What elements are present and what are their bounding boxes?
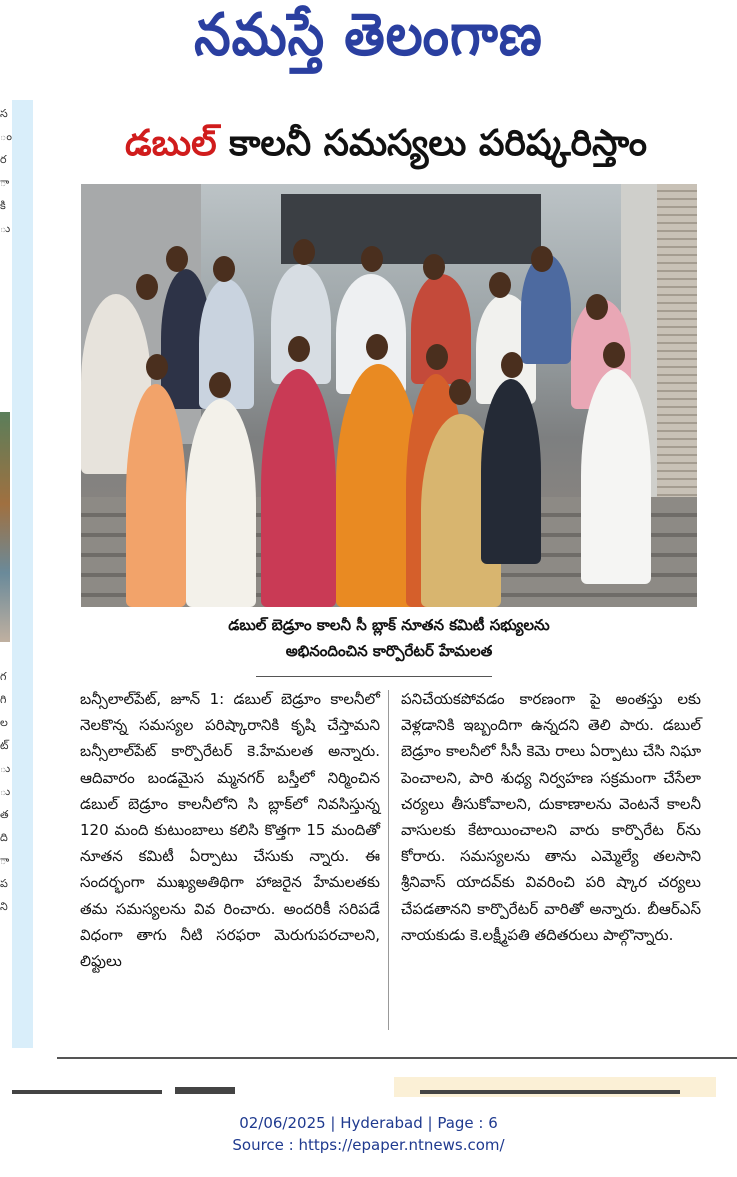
adjacent-text-fragment: కి (0, 199, 6, 212)
article-headline (56, 113, 716, 175)
photo-person-head (293, 239, 315, 265)
photo-person-head (489, 272, 511, 298)
photo-person (186, 399, 256, 607)
footer-source-link[interactable]: Source : https://epaper.ntnews.com/ (232, 1136, 505, 1154)
adjacent-text-fragment: ు (0, 762, 11, 775)
adjacent-text-fragment: గ (0, 670, 7, 683)
photo-person (481, 379, 541, 564)
photo-person-head (136, 274, 158, 300)
photo-person-head (366, 334, 388, 360)
photo-person-head (531, 246, 553, 272)
article-body-column-1: బన్సీలాల్‌పేట్, జూన్ 1: డబుల్ బెడ్రూం కాలనీలో నెలకొన్న సమస్యల పరిష్కారానికి కృషి చేస్తామని బన్సీలాల్‌పేట్ కార్పొరేటర్ కె.హేమలత అన్నారు. ఆదివారం బండమైస మ్మనగర్ బస్తీలో నిర్మించిన డబుల్ బెడ్రూం కాలనీలోని సి బ్లాక్‌లో నివసిస్తున్న 120 మంది కుటుంబాలు కలిసి కొత్తగా 15 మందితో నూతన కమిటీ ఏర్పాటు చేసుకు న్నారు. ఈ సందర్భంగా ముఖ్యఅతిథిగా హాజరైన హేమలతకు తమ సమస్యలను వివ రించారు. అందరికీ సరిపడే విధంగా తాగు నీటి సరఫరా మెరుగుపరచాలని, లిఫ్టులు (80, 690, 380, 971)
footer-date-line: 02/06/2025 | Hyderabad | Page : 6 (239, 1114, 498, 1132)
photo-caption (81, 612, 697, 664)
photo-person-head (146, 354, 168, 380)
photo-person-head (166, 246, 188, 272)
photo-person-head (586, 294, 608, 320)
column-divider (388, 690, 389, 1030)
photo-person (261, 369, 336, 607)
adjacent-photo-fragment (0, 412, 10, 642)
adjacent-text-fragment: ట్ (0, 739, 9, 752)
cut-off-text-fragment (12, 1090, 162, 1094)
adjacent-text-fragment: ది (0, 831, 8, 844)
caption-underline (256, 676, 492, 677)
section-divider (57, 1057, 737, 1059)
photo-doorway (281, 194, 541, 264)
photo-person-head (426, 344, 448, 370)
photo-person (271, 264, 331, 384)
side-tint-band (12, 100, 33, 1048)
adjacent-text-fragment: ని (0, 900, 8, 913)
adjacent-text-fragment: ం (0, 130, 12, 143)
adjacent-article-strip (0, 100, 33, 1048)
cut-off-text-fragment (420, 1090, 680, 1094)
adjacent-text-fragment: స (0, 107, 8, 120)
photo-person-head (209, 372, 231, 398)
photo-person (126, 384, 186, 607)
adjacent-text-fragment: ు (0, 785, 11, 798)
adjacent-text-fragment: ర (0, 153, 7, 166)
photo-caption-line: అభినందించిన కార్పొరేటర్ హేమలత (285, 642, 493, 660)
adjacent-text-fragment: ా (0, 854, 10, 867)
adjacent-text-fragment: ల (0, 716, 8, 729)
adjacent-text-fragment: త (0, 808, 9, 821)
group-photo (81, 184, 697, 607)
photo-person-head (501, 352, 523, 378)
photo-person-head (361, 246, 383, 272)
page-footer (0, 1112, 737, 1156)
article-body-column-2: పనిచేయకపోవడం కారణంగా పై అంతస్తు లకు వెళ్లడానికి ఇబ్బందిగా ఉన్నదని తెలి పారు. డబుల్ బెడ్రూం కాలనీలో సీసీ కెమె రాలు ఏర్పాటు చేసి నిఘా పెంచాలని, పారి శుధ్య నిర్వహణ సక్రమంగా చేసేలా చర్యలు తీసుకోవాలని, దుకాణాలను వెంటనే కాలనీ వాసులకు కేటాయించాలని వారు కార్పొరేట ర్‌ను కోరారు. సమస్యలను తాను ఎమ్మెల్యే తలసాని శ్రీనివాస్ యాదవ్‌కు వివరించి పరి ష్కార చర్యలు చేపడతానని కార్పొరేటర్ వారితో అన్నారు. బీఆర్ఎస్ నాయకుడు కె.లక్ష్మీపతి తదితరులు పాల్గొన్నారు. (401, 690, 701, 944)
masthead-title: నమస్తే తెలంగాణ (194, 1, 543, 69)
next-article-strip (394, 1077, 716, 1097)
headline-highlight: డబుల్ (124, 123, 217, 164)
adjacent-text-fragment: ా (0, 176, 10, 189)
cut-off-text-fragment (175, 1087, 235, 1094)
photo-person (581, 369, 651, 584)
photo-person-head (213, 256, 235, 282)
photo-person-head (449, 379, 471, 405)
photo-caption-line: డబుల్ బెడ్రూం కాలనీ సీ బ్లాక్ నూతన కమిటీ సభ్యులను (228, 616, 550, 634)
headline-text: కాలనీ సమస్యలు పరిష్కరిస్తాం (229, 123, 648, 164)
photo-person-head (603, 342, 625, 368)
adjacent-text-fragment: ప (0, 877, 8, 890)
photo-person-head (423, 254, 445, 280)
newspaper-masthead (0, 0, 737, 96)
photo-person-head (288, 336, 310, 362)
adjacent-text-fragment: ు (0, 222, 11, 235)
adjacent-text-fragment: గి (0, 693, 7, 706)
